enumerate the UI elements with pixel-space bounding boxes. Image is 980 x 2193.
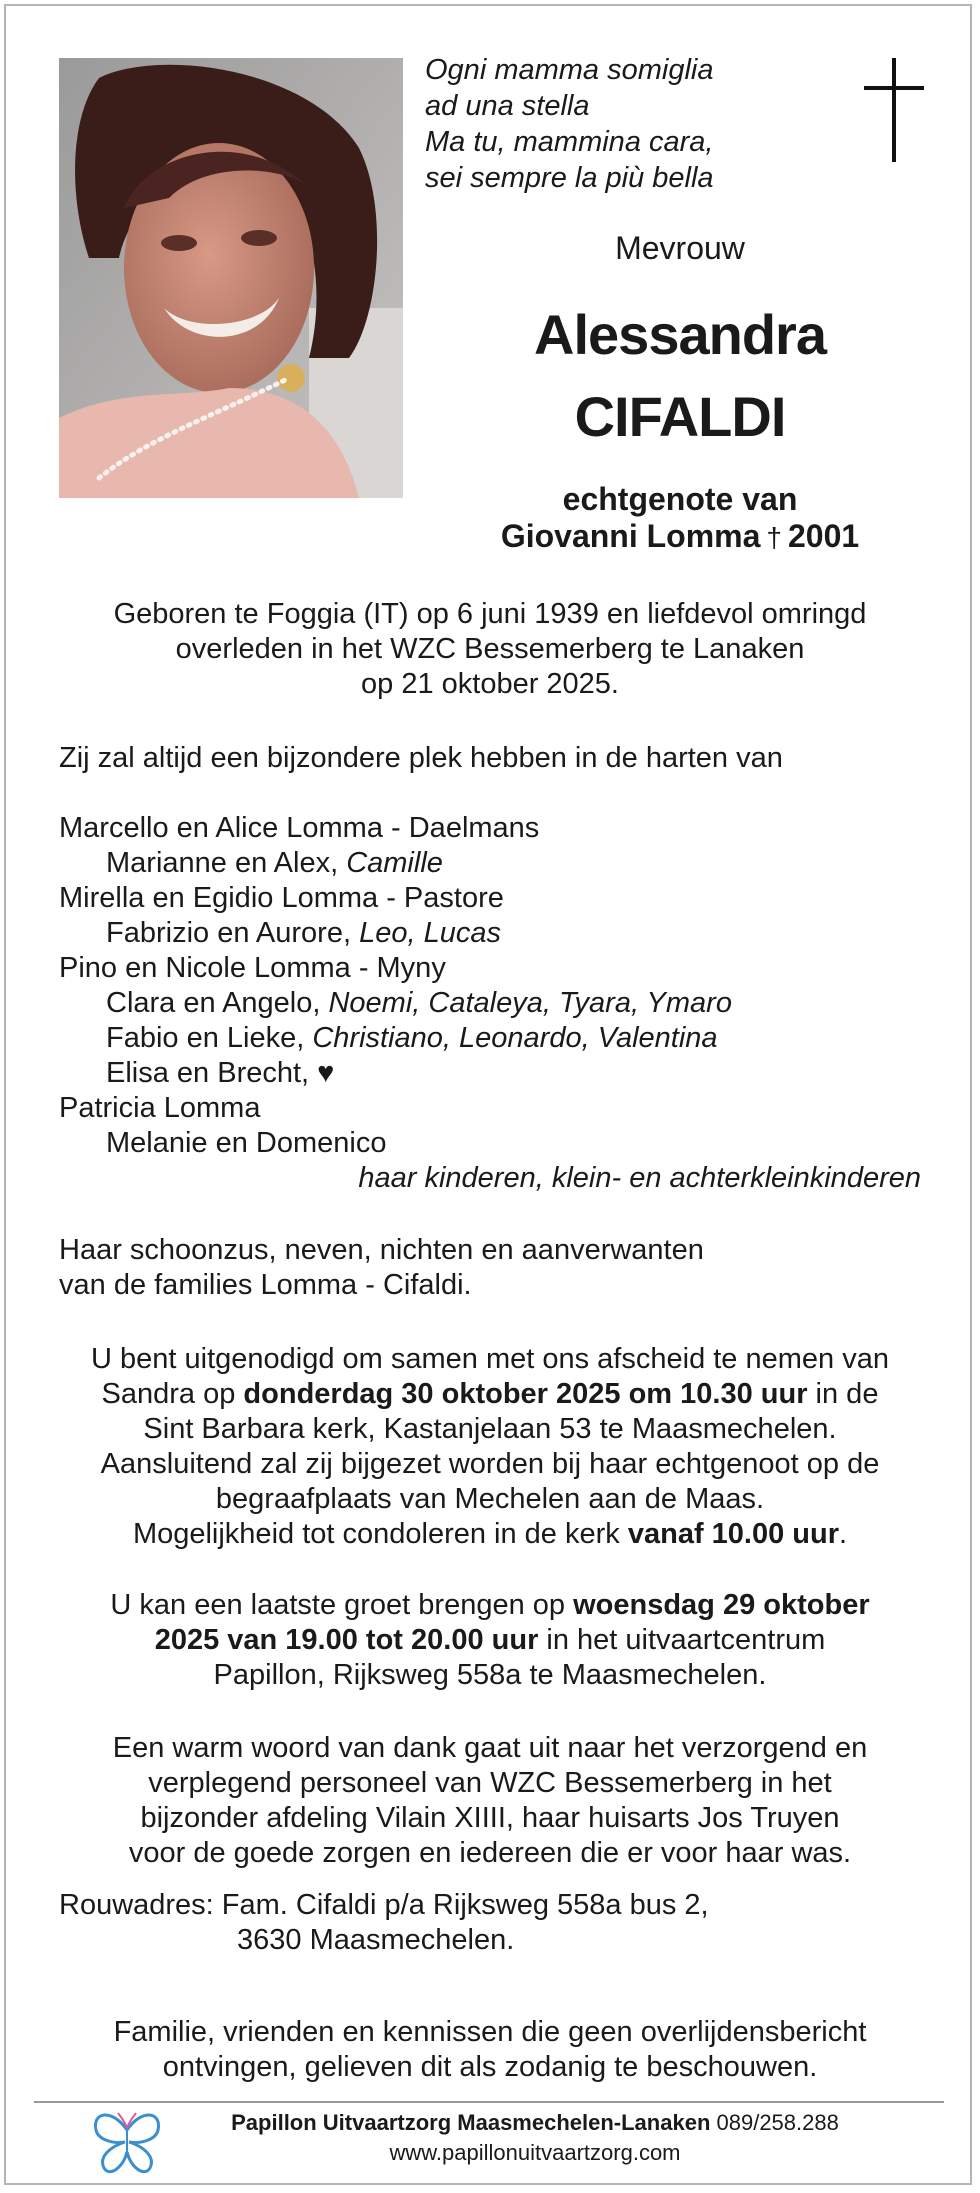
condolence-time: vanaf 10.00 uur — [627, 1518, 839, 1550]
text-line: Sint Barbara kerk, Kastanjelaan 53 te Maasmechelen. — [143, 1413, 837, 1445]
visitation-text — [40, 1588, 940, 1693]
text-line: Sandra op donderdag 30 oktober 2025 om 10.30 uur in de — [101, 1378, 879, 1410]
text-line: Zij zal altijd een bijzondere plek hebben in de harten van — [59, 742, 783, 774]
family-child: Elisa en Brecht, ♥ — [106, 1057, 335, 1089]
spouse-line — [420, 518, 940, 555]
text-line: Geboren te Foggia (IT) op 6 juni 1939 en liefdevol omringd — [113, 598, 867, 630]
text-line: 3630 Maasmechelen. — [237, 1924, 515, 1956]
poem-line: Ma tu, mammina cara, — [425, 126, 714, 158]
text-line: Papillon, Rijksweg 558a te Maasmechelen. — [213, 1659, 767, 1691]
poem-line: sei sempre la più bella — [425, 162, 714, 194]
text-line: op 21 oktober 2025. — [361, 668, 619, 700]
dagger-icon: † — [766, 522, 782, 553]
family-parents: Mirella en Egidio Lomma - Pastore — [59, 882, 504, 914]
text-line: U kan een laatste groet brengen op woensdag 29 oktober — [110, 1589, 870, 1621]
poem — [425, 52, 785, 196]
family-label: haar kinderen, klein- en achterkleinkinderen — [358, 1162, 921, 1194]
portrait-image — [59, 58, 403, 498]
thanks-text — [40, 1731, 940, 1871]
footer-line — [170, 2108, 900, 2138]
funeral-home-name: Papillon Uitvaartzorg Maasmechelen-Lanaken — [231, 2110, 711, 2135]
text-line: voor de goede zorgen en iedereen die er voor haar was. — [128, 1837, 852, 1869]
family-child: Fabrizio en Aurore, Leo, Lucas — [106, 917, 501, 949]
cross-icon — [864, 58, 924, 162]
ceremony-text — [40, 1342, 940, 1552]
text-line: bijzonder afdeling Vilain XIIII, haar huisarts Jos Truyen — [140, 1802, 840, 1834]
relatives-text — [59, 1233, 939, 1303]
family-parents: Patricia Lomma — [59, 1092, 261, 1124]
text-line: Familie, vrienden en kennissen die geen overlijdensbericht — [113, 2016, 867, 2048]
heart-icon: ♥ — [317, 1057, 335, 1089]
spouse-name: Giovanni Lomma — [500, 518, 761, 554]
text-line: Een warm woord van dank gaat uit naar het verzorgend en — [112, 1732, 868, 1764]
text-line: verplegend personeel van WZC Bessemerberg in het — [148, 1767, 832, 1799]
family-child: Clara en Angelo, Noemi, Cataleya, Tyara, Ymaro — [106, 987, 732, 1019]
portrait-photo — [59, 58, 403, 498]
poem-line: ad una stella — [425, 90, 590, 122]
heart-intro — [59, 741, 939, 776]
footer-divider — [34, 2101, 944, 2103]
deceased-first-name: Alessandra — [534, 303, 826, 366]
text-line: Aansluitend zal zij bijgezet worden bij haar echtgenoot op de — [100, 1448, 880, 1480]
honorific: Mevrouw — [615, 230, 745, 266]
spouse-death-year: 2001 — [787, 518, 860, 554]
family-list — [59, 811, 939, 1196]
family-child: Melanie en Domenico — [106, 1127, 387, 1159]
text-line: U bent uitgenodigd om samen met ons afscheid te nemen van — [91, 1343, 889, 1375]
spouse-prefix: echtgenote van — [562, 481, 798, 517]
family-child: Fabio en Lieke, Christiano, Leonardo, Valentina — [106, 1022, 718, 1054]
family-parents: Pino en Nicole Lomma - Myny — [59, 952, 446, 984]
text-line: 2025 van 19.00 tot 20.00 uur in het uitvaartcentrum — [154, 1624, 826, 1656]
family-child: Marianne en Alex, Camille — [106, 847, 443, 879]
funeral-home-phone: 089/258.288 — [710, 2110, 839, 2135]
text-line: van de families Lomma - Cifaldi. — [59, 1269, 472, 1301]
butterfly-logo-icon — [92, 2108, 162, 2176]
funeral-home-website[interactable]: www.papillonuitvaartzorg.com — [389, 2140, 681, 2165]
notice-text — [40, 2015, 940, 2085]
text-line: Rouwadres: Fam. Cifaldi p/a Rijksweg 558a bus 2, — [59, 1889, 709, 1921]
poem-line: Ogni mamma somiglia — [425, 54, 714, 86]
visitation-time: 2025 van 19.00 tot 20.00 uur — [154, 1624, 539, 1656]
deceased-last-name: CIFALDI — [574, 385, 786, 448]
text-line: Haar schoonzus, neven, nichten en aanverwanten — [59, 1234, 704, 1266]
family-parents: Marcello en Alice Lomma - Daelmans — [59, 812, 540, 844]
text-line: Mogelijkheid tot condoleren in de kerk vanaf 10.00 uur. — [132, 1518, 848, 1550]
text-line: begraafplaats van Mechelen aan de Maas. — [215, 1483, 765, 1515]
text-line: overleden in het WZC Bessemerberg te Lanaken — [175, 633, 805, 665]
visitation-date: woensdag 29 oktober — [573, 1589, 870, 1621]
birth-death-text — [40, 597, 940, 702]
funeral-home-footer — [170, 2108, 900, 2168]
ceremony-date: donderdag 30 oktober 2025 om 10.30 uur — [243, 1378, 808, 1410]
mourning-address — [59, 1888, 939, 1958]
text-line: ontvingen, gelieven dit als zodanig te beschouwen. — [162, 2051, 818, 2083]
